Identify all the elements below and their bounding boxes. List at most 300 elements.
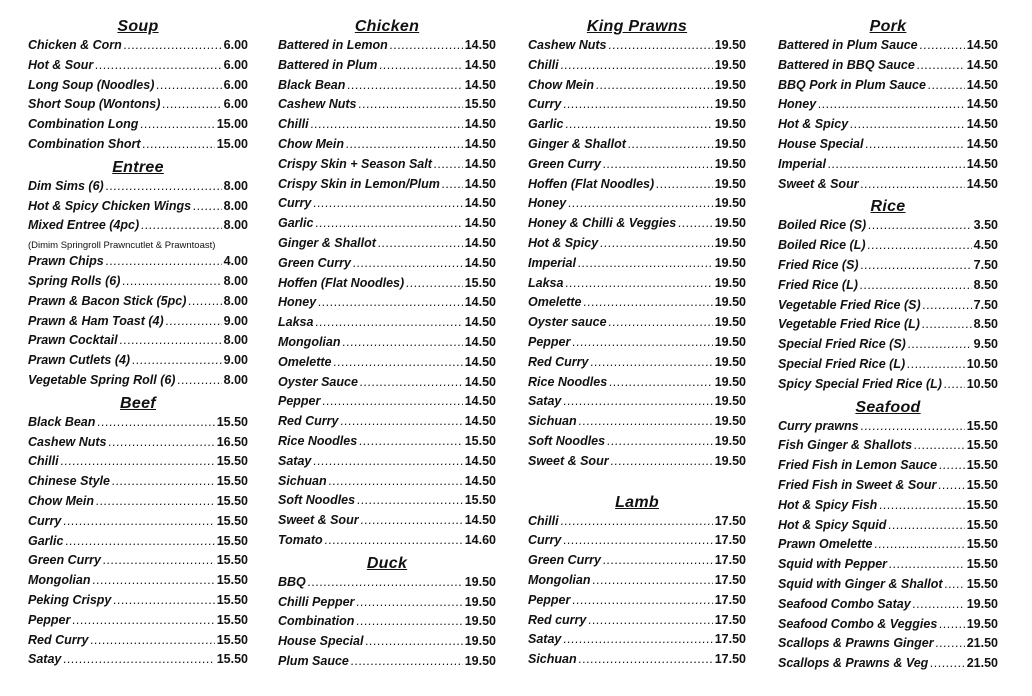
menu-item-name: Mixed Entree (4pc) — [28, 218, 140, 233]
menu-item-price: 14.50 — [464, 136, 496, 151]
dot-leader — [322, 394, 462, 408]
menu-item — [528, 593, 746, 613]
menu-item-name: Squid with Pepper — [778, 557, 888, 572]
dot-leader — [600, 236, 713, 250]
menu-item-name: Peking Crispy — [28, 592, 112, 607]
menu-item — [278, 295, 496, 315]
dot-leader — [315, 315, 462, 329]
menu-item-price: 14.50 — [464, 38, 496, 52]
menu-item — [528, 613, 746, 633]
menu-item-name: House Special — [778, 136, 864, 151]
menu-item-price: 14.50 — [464, 513, 496, 528]
menu-item-name: Tomato — [278, 532, 323, 547]
menu-item — [278, 634, 496, 654]
menu-item-price: 14.50 — [464, 156, 496, 171]
menu-item-price: 15.50 — [216, 474, 248, 489]
menu-item — [28, 573, 248, 593]
menu-item — [28, 494, 248, 514]
dot-leader — [563, 632, 712, 646]
menu-item — [278, 196, 496, 216]
menu-item-name: Laksa — [278, 315, 314, 330]
menu-item-price: 14.50 — [966, 77, 998, 92]
menu-item — [778, 458, 998, 478]
menu-item-price: 14.50 — [966, 38, 998, 52]
menu-item-price: 8.00 — [223, 178, 248, 193]
menu-item-price: 21.50 — [966, 656, 998, 671]
menu-item-price: 14.50 — [464, 216, 496, 231]
menu-item-name: Combination Long — [28, 117, 139, 132]
menu-item — [528, 177, 746, 197]
dot-leader — [588, 613, 712, 627]
menu-item-name: Hot & Spicy — [778, 117, 849, 132]
menu-item-name: Garlic — [528, 117, 564, 132]
menu-item-price: 17.50 — [714, 533, 746, 548]
menu-item-name: Hoffen (Flat Noodles) — [528, 176, 655, 191]
menu-item — [278, 177, 496, 197]
menu-item — [28, 514, 248, 534]
menu-item-price: 15.50 — [464, 493, 496, 508]
dot-leader — [343, 335, 463, 349]
menu-item-name: Cashew Nuts — [528, 38, 607, 52]
dot-leader — [611, 454, 713, 468]
menu-item — [778, 117, 998, 137]
menu-item-name: Sweet & Sour — [528, 453, 609, 468]
menu-item-price: 9.50 — [973, 337, 998, 352]
menu-item-price: 19.50 — [714, 255, 746, 270]
dot-leader — [561, 58, 713, 72]
menu-item-price: 17.50 — [714, 513, 746, 528]
menu-item-name: Omelette — [528, 295, 582, 310]
menu-section — [278, 16, 496, 553]
menu-item-name: Rice Noodles — [528, 374, 608, 389]
dot-leader — [72, 613, 214, 627]
dot-leader — [868, 218, 971, 232]
dot-leader — [888, 518, 964, 532]
menu-item — [278, 513, 496, 533]
dot-leader — [818, 97, 965, 111]
dot-leader — [874, 537, 964, 551]
menu-item — [528, 335, 746, 355]
menu-item-name: Boiled Rice (S) — [778, 218, 867, 233]
menu-item — [528, 632, 746, 652]
menu-item — [778, 577, 998, 597]
menu-item-name: Crispy Skin in Lemon/Plum — [278, 176, 440, 191]
menu-item-name: Mongolian — [278, 334, 341, 349]
menu-item — [528, 256, 746, 276]
menu-item-price: 9.00 — [223, 313, 248, 328]
menu-item-price: 14.50 — [464, 315, 496, 330]
menu-item-price: 8.00 — [223, 372, 248, 387]
section-title: Beef — [120, 394, 156, 412]
menu-item — [28, 97, 248, 117]
menu-item — [278, 595, 496, 615]
menu-item — [778, 177, 998, 197]
dot-leader — [579, 652, 713, 666]
menu-item-name: Sweet & Sour — [278, 513, 359, 528]
dot-leader — [360, 375, 463, 389]
menu-item-price: 15.50 — [216, 513, 248, 528]
menu-item — [278, 575, 496, 595]
dot-leader — [945, 577, 965, 591]
menu-item — [28, 553, 248, 573]
menu-item-price: 14.50 — [464, 473, 496, 488]
menu-item — [778, 656, 998, 676]
menu-item-name: Crispy Skin + Season Salt — [278, 156, 432, 171]
menu-item-name: Curry — [278, 196, 312, 211]
dot-leader — [928, 78, 965, 92]
dot-leader — [908, 337, 972, 351]
menu-item-name: Chilli Pepper — [278, 594, 355, 609]
section-title: King Prawns — [586, 18, 688, 35]
dot-leader — [944, 377, 965, 391]
menu-item-price: 15.50 — [966, 438, 998, 453]
dot-leader — [143, 137, 215, 151]
section-title: Rice — [870, 198, 906, 216]
menu-item-price: 6.00 — [223, 38, 248, 52]
menu-item-name: Curry prawns — [778, 418, 859, 433]
menu-item-price: 14.50 — [966, 156, 998, 171]
menu-item-name: Vegetable Spring Roll (6) — [28, 372, 176, 387]
menu-item-name: Fried Fish in Sweet & Sour — [778, 477, 937, 492]
menu-item-price: 17.50 — [714, 592, 746, 607]
menu-item — [528, 573, 746, 593]
menu-item — [778, 557, 998, 577]
menu-item-price: 15.00 — [216, 136, 248, 151]
menu-item-name: Mongolian — [528, 572, 591, 587]
menu-item-name: Oyster Sauce — [278, 374, 358, 389]
menu-item-price: 15.50 — [966, 517, 998, 532]
menu-item-price: 19.50 — [464, 614, 496, 629]
menu-item — [778, 97, 998, 117]
dot-leader — [434, 157, 463, 171]
dot-leader — [628, 137, 713, 151]
dot-leader — [140, 117, 214, 131]
dot-leader — [828, 157, 965, 171]
menu-item-price: 14.50 — [464, 235, 496, 250]
menu-section — [528, 16, 746, 474]
menu-item-price: 14.50 — [464, 334, 496, 349]
dot-leader — [63, 652, 214, 666]
menu-item-price: 6.00 — [223, 77, 248, 92]
menu-item — [778, 38, 998, 58]
dot-leader — [584, 295, 713, 309]
dot-leader — [315, 216, 462, 230]
menu-item-name: Fish Ginger & Shallots — [778, 438, 913, 453]
dot-leader — [97, 415, 214, 429]
menu-item-price: 19.50 — [464, 653, 496, 668]
menu-item — [278, 97, 496, 117]
menu-item-name: House Special — [278, 634, 364, 649]
menu-item — [278, 137, 496, 157]
menu-section — [28, 157, 248, 393]
menu-item-name: Honey — [778, 97, 817, 112]
dot-leader — [565, 276, 712, 290]
menu-item-name: Pepper — [528, 592, 571, 607]
menu-item-price: 17.50 — [714, 572, 746, 587]
menu-item-name: Ginger & Shallot — [528, 136, 626, 151]
menu-item — [278, 236, 496, 256]
menu-item-price: 14.50 — [464, 77, 496, 92]
menu-item-name: Chinese Style — [28, 474, 110, 489]
menu-item — [778, 438, 998, 458]
menu-section — [278, 553, 496, 674]
menu-item-price: 14.50 — [464, 374, 496, 389]
menu-item-price: 8.00 — [223, 273, 248, 288]
menu-item — [28, 333, 248, 353]
menu-item-name: Hot & Spicy Fish — [778, 497, 878, 512]
menu-item-price: 15.00 — [216, 117, 248, 132]
dot-leader — [124, 38, 222, 52]
menu-item — [528, 276, 746, 296]
menu-item — [778, 636, 998, 656]
menu-item — [28, 593, 248, 613]
menu-item — [778, 518, 998, 538]
menu-item-price: 15.50 — [966, 477, 998, 492]
dot-leader — [861, 177, 965, 191]
dot-leader — [563, 97, 712, 111]
menu-item-name: Green Curry — [528, 156, 601, 171]
dot-leader — [141, 218, 222, 232]
menu-item-price: 15.50 — [966, 557, 998, 572]
menu-item — [528, 117, 746, 137]
menu-item-price: 14.50 — [464, 57, 496, 72]
dot-leader — [359, 97, 463, 111]
menu-item-name: Prawn Chips — [28, 254, 104, 269]
menu-item-price: 15.50 — [216, 652, 248, 667]
menu-item-name: Prawn Cutlets (4) — [28, 353, 131, 368]
menu-item — [278, 454, 496, 474]
menu-item-price: 21.50 — [966, 636, 998, 651]
dot-leader — [122, 274, 221, 288]
menu-item-name: Red Curry — [278, 414, 339, 429]
menu-item-name: Satay — [528, 632, 562, 647]
menu-item-price: 19.50 — [714, 77, 746, 92]
menu-item-price: 14.50 — [464, 117, 496, 132]
item-note: (Dimim Springroll Prawncutlet & Prawntoast) — [28, 240, 216, 252]
menu-item — [778, 597, 998, 617]
menu-item — [528, 78, 746, 98]
menu-item-price: 19.50 — [714, 176, 746, 191]
menu-item-name: Spring Rolls (6) — [28, 273, 121, 288]
dot-leader — [917, 58, 965, 72]
dot-leader — [563, 533, 712, 547]
menu-item — [278, 78, 496, 98]
menu-item — [278, 394, 496, 414]
menu-item-name: Sichuan — [528, 652, 577, 667]
menu-section — [778, 397, 998, 676]
dot-leader — [162, 97, 221, 111]
menu-item-price: 14.50 — [966, 117, 998, 132]
menu-item-name: BBQ — [278, 574, 306, 589]
menu-item — [278, 315, 496, 335]
menu-item-name: Curry — [528, 97, 562, 112]
menu-item-price: 14.60 — [464, 532, 496, 547]
menu-item — [28, 78, 248, 98]
menu-item-name: Fried Rice (S) — [778, 257, 859, 272]
dot-leader — [938, 478, 964, 492]
menu-item-price: 17.50 — [714, 612, 746, 627]
menu-item-name: Plum Sauce — [278, 653, 349, 668]
dot-leader — [325, 533, 463, 547]
menu-item — [778, 419, 998, 439]
dot-leader — [347, 78, 462, 92]
menu-item-name: Hot & Spicy Squid — [778, 517, 887, 532]
dot-leader — [656, 177, 713, 191]
dot-leader — [889, 557, 965, 571]
menu-item-price: 15.50 — [216, 454, 248, 469]
menu-section — [528, 492, 746, 672]
dot-leader — [907, 357, 965, 371]
menu-item-name: Sweet & Sour — [778, 176, 859, 191]
dot-leader — [357, 493, 463, 507]
menu-item — [778, 357, 998, 377]
dot-leader — [861, 419, 965, 433]
menu-item-name: Chilli — [528, 513, 559, 528]
menu-item-price: 7.50 — [973, 257, 998, 272]
dot-leader — [406, 276, 463, 290]
menu-item — [278, 216, 496, 236]
menu-item — [278, 38, 496, 58]
dot-leader — [93, 573, 215, 587]
menu-item-price: 17.50 — [714, 652, 746, 667]
menu-item — [528, 394, 746, 414]
menu-item — [28, 613, 248, 633]
dot-leader — [113, 593, 214, 607]
menu-item-name: Boiled Rice (L) — [778, 238, 866, 253]
menu-item-name: Chicken & Corn — [28, 38, 122, 52]
menu-item — [28, 58, 248, 78]
menu-item — [528, 38, 746, 58]
dot-leader — [311, 117, 463, 131]
menu-item — [28, 38, 248, 58]
menu-item-name: Black Bean — [278, 77, 346, 92]
dot-leader — [572, 593, 712, 607]
dot-leader — [346, 137, 463, 151]
menu-item-name: Cashew Nuts — [278, 97, 357, 112]
menu-item-name: Omelette — [278, 354, 332, 369]
menu-item-name: Satay — [528, 394, 562, 409]
menu-item-price: 15.50 — [216, 612, 248, 627]
menu-item-name: Combination — [278, 614, 355, 629]
menu-item-price: 14.50 — [966, 57, 998, 72]
menu-item — [778, 58, 998, 78]
menu-item-name: Seafood Combo & Veggies — [778, 616, 938, 631]
menu-item-name: Spicy Special Fried Rice (L) — [778, 376, 942, 391]
menu-item-name: Ginger & Shallot — [278, 235, 376, 250]
section-title: Lamb — [615, 493, 659, 511]
menu-item-price: 15.50 — [216, 493, 248, 508]
section-title: Entree — [112, 158, 164, 176]
menu-item-name: Honey — [528, 196, 567, 211]
dot-leader — [334, 355, 463, 369]
menu-item-price: 19.50 — [714, 97, 746, 112]
menu-item — [778, 478, 998, 498]
dot-leader — [356, 595, 462, 609]
dot-leader — [378, 236, 463, 250]
menu-item-price: 19.50 — [714, 38, 746, 52]
menu-item — [278, 117, 496, 137]
menu-item — [28, 353, 248, 373]
menu-item-name: Prawn & Ham Toast (4) — [28, 313, 164, 328]
menu-item-name: Hot & Spicy Chicken Wings — [28, 198, 192, 213]
dot-leader — [939, 617, 964, 631]
dot-leader — [308, 575, 463, 589]
menu-item-price: 14.50 — [464, 196, 496, 211]
dot-leader — [563, 394, 712, 408]
menu-item-name: Rice Noodles — [278, 433, 358, 448]
dot-leader — [678, 216, 713, 230]
menu-item-price: 19.50 — [714, 354, 746, 369]
dot-leader — [609, 315, 713, 329]
menu-section — [28, 16, 248, 157]
dot-leader — [923, 298, 972, 312]
menu-item-price: 7.50 — [973, 297, 998, 312]
menu-item-name: Curry — [528, 533, 562, 548]
menu-item-price: 15.50 — [464, 275, 496, 290]
menu-section — [778, 196, 998, 396]
dot-leader — [61, 454, 215, 468]
menu-item-price: 17.50 — [714, 553, 746, 568]
menu-item-name: Prawn & Bacon Stick (5pc) — [28, 293, 187, 308]
menu-item — [278, 256, 496, 276]
menu-item-name: Green Curry — [278, 255, 351, 270]
menu-item — [28, 373, 248, 393]
menu-item-name: Vegetable Fried Rice (L) — [778, 317, 920, 332]
menu-item-name: Vegetable Fried Rice (S) — [778, 297, 921, 312]
menu-item-price: 14.50 — [464, 354, 496, 369]
dot-leader — [96, 494, 215, 508]
menu-item-name: Battered in Plum Sauce — [778, 38, 918, 52]
menu-item-name: Chow Mein — [528, 77, 594, 92]
menu-item-name: Red Curry — [528, 354, 589, 369]
menu-item — [528, 434, 746, 454]
menu-item-price: 17.50 — [714, 632, 746, 647]
dot-leader — [106, 254, 222, 268]
menu-item-price: 6.00 — [223, 57, 248, 72]
menu-item — [778, 537, 998, 557]
section-spacer — [528, 474, 746, 492]
menu-item-price: 14.50 — [464, 453, 496, 468]
menu-item — [28, 534, 248, 554]
menu-item-name: Squid with Ginger & Shallot — [778, 576, 943, 591]
menu-item — [278, 157, 496, 177]
dot-leader — [865, 137, 964, 151]
menu-item — [778, 617, 998, 637]
dot-leader — [193, 199, 222, 213]
menu-item-name: Pepper — [278, 394, 321, 409]
menu-item — [528, 553, 746, 573]
menu-item — [528, 652, 746, 672]
dot-leader — [565, 117, 712, 131]
menu-item-price: 15.50 — [216, 414, 248, 429]
menu-item-name: Hoffen (Flat Noodles) — [278, 275, 405, 290]
dot-leader — [120, 333, 222, 347]
menu-item — [28, 633, 248, 653]
menu-item — [528, 315, 746, 335]
dot-leader — [63, 514, 214, 528]
menu-item-price: 15.50 — [216, 573, 248, 588]
dot-leader — [930, 656, 964, 670]
dot-leader — [353, 256, 463, 270]
menu-item-price: 19.50 — [714, 136, 746, 151]
menu-item — [278, 276, 496, 296]
section-title: Soup — [117, 18, 159, 35]
menu-item-price: 19.50 — [714, 196, 746, 211]
menu-item — [28, 294, 248, 314]
menu-item-name: Seafood Combo Satay — [778, 596, 911, 611]
menu-item-price: 19.50 — [714, 334, 746, 349]
menu-item-price: 14.50 — [966, 136, 998, 151]
